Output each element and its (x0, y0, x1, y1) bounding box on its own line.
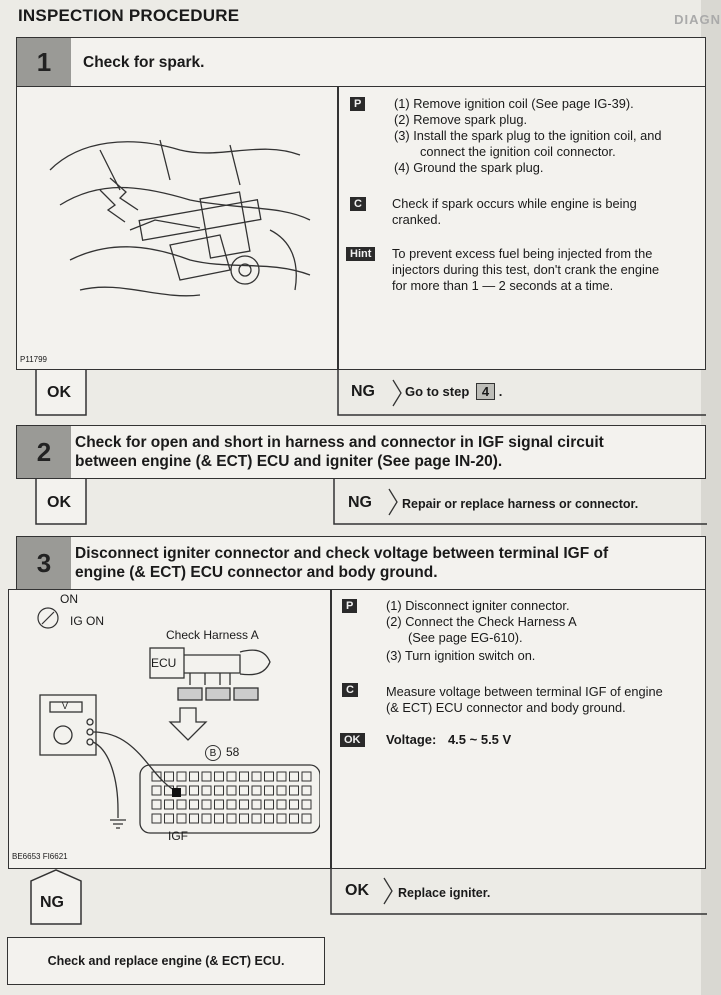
connector-pin (152, 786, 161, 795)
connector-pin (240, 800, 249, 809)
step1-divider (337, 86, 339, 370)
step2-title-2: between engine (& ECT) ECU and igniter (See page IN-20). (75, 453, 503, 470)
voltage-line (386, 732, 511, 747)
step3-title-1: Disconnect igniter connector and check voltage between terminal IGF of (75, 545, 609, 562)
step3-p-item-2: (2) Connect the Check Harness A (386, 614, 577, 629)
connector-pin (202, 800, 211, 809)
connector-pin (265, 786, 274, 795)
step1-p-item-1: (1) Remove ignition coil (See page IG-39). (394, 96, 634, 111)
connector-pin (252, 772, 261, 781)
fig-harness-label: Check Harness A (166, 628, 259, 642)
step1-p-item-4: (4) Ground the spark plug. (394, 160, 544, 175)
fig-v-label: V (62, 701, 69, 711)
step3-c-tag: C (342, 683, 358, 697)
connector-pin (227, 786, 236, 795)
step1-p-tag: P (350, 97, 365, 111)
step3-ok-label: OK (345, 882, 369, 899)
step3-ng-label: NG (40, 894, 64, 911)
step3-ok-box (330, 869, 708, 915)
connector-pin (165, 814, 174, 823)
step3-ok-text: Replace igniter. (398, 886, 491, 900)
connector-pin (177, 772, 186, 781)
connector-pin (177, 800, 186, 809)
voltage-label: Voltage: (386, 732, 437, 747)
connector-pin (190, 772, 199, 781)
connector-pin (302, 786, 311, 795)
step2-ok-label: OK (47, 494, 71, 511)
connector-pin (290, 800, 299, 809)
final-action-text: Check and replace engine (& ECT) ECU. (47, 954, 285, 968)
connector-pin (265, 772, 274, 781)
step1-hint-text-2: injectors during this test, don't crank the engine (392, 262, 660, 277)
step2-ng-label: NG (348, 494, 372, 511)
fig-igf-label: IGF (168, 829, 188, 843)
step3-number: 3 (17, 537, 71, 589)
fig-ecu-label: ECU (151, 656, 177, 670)
connector-pin (265, 814, 274, 823)
connector-pin (215, 814, 224, 823)
step3-p-tag: P (342, 599, 357, 613)
edge-text: DIAGN (674, 12, 721, 27)
connector-pin (227, 772, 236, 781)
fig-b-letter: B (209, 747, 217, 759)
step1-ok-label: OK (47, 384, 71, 401)
step1-ng-step: 4 (476, 383, 495, 400)
connector-pin (302, 800, 311, 809)
step2-ng-text: Repair or replace harness or connector. (402, 497, 639, 511)
step1-ng-label: NG (351, 383, 375, 400)
connector-pin (152, 800, 161, 809)
connector-pin (190, 786, 199, 795)
step1-hint-text-3: for more than 1 — 2 seconds at a time. (392, 278, 614, 293)
step1-header (16, 37, 706, 87)
step3-c-text-1: Measure voltage between terminal IGF of engine (386, 684, 663, 699)
fig-igon-label: IG ON (70, 614, 105, 628)
ignition-key-icon (36, 606, 60, 630)
step1-c-text-2: cranked. (392, 212, 442, 227)
final-action-box (7, 937, 325, 985)
connector-pin (202, 772, 211, 781)
connector-pin (202, 786, 211, 795)
connector-pin (177, 814, 186, 823)
connector-pin (277, 786, 286, 795)
connector-pin (165, 772, 174, 781)
step1-title: Check for spark. (83, 54, 205, 71)
step1-c-text-1: Check if spark occurs while engine is being (392, 196, 637, 211)
connector-pin (240, 786, 249, 795)
connector-pin (252, 800, 261, 809)
step1-number: 1 (17, 38, 71, 86)
step3-figure-code: BE6653 FI6621 (12, 852, 68, 861)
fig-58-label: 58 (226, 745, 240, 759)
step3-ok-tag: OK (340, 733, 365, 747)
step3-divider (330, 589, 332, 869)
connector-pin (190, 814, 199, 823)
fig-b-circle (205, 745, 221, 761)
connector-pin (215, 786, 224, 795)
connector-pin (252, 786, 261, 795)
connector-pin (252, 814, 261, 823)
step1-ng-text: Go to step (405, 384, 470, 399)
step2-header (16, 425, 706, 479)
step3-p-item-1: (1) Disconnect igniter connector. (386, 598, 570, 613)
step3-title-2: engine (& ECT) ECU connector and body ground. (75, 564, 438, 581)
connector-pin (265, 800, 274, 809)
connector-pin (215, 772, 224, 781)
connector-pin (202, 814, 211, 823)
connector-pin (240, 772, 249, 781)
step3-c-text-2: (& ECT) ECU connector and body ground. (386, 700, 626, 715)
step1-ng-box (337, 370, 707, 416)
connector-pin (227, 800, 236, 809)
connector-pin (290, 814, 299, 823)
connector-pin (152, 814, 161, 823)
step1-ng-text-line (405, 383, 502, 400)
connector-pin (165, 800, 174, 809)
connector-pin (290, 786, 299, 795)
step3-p-item-2-cont: (See page EG-610). (408, 630, 523, 645)
connector-pin (190, 800, 199, 809)
page-heading: INSPECTION PROCEDURE (18, 6, 240, 25)
connector-pin (227, 814, 236, 823)
connector-pin (240, 814, 249, 823)
connector-pin (302, 772, 311, 781)
voltage-value: 4.5 ~ 5.5 V (447, 732, 512, 747)
connector-pin (277, 800, 286, 809)
connector-pin (277, 772, 286, 781)
step1-p-item-3-cont: connect the ignition coil connector. (420, 144, 616, 159)
connector-pin (290, 772, 299, 781)
step2-number: 2 (17, 426, 71, 478)
step1-p-item-2: (2) Remove spark plug. (394, 112, 527, 127)
step1-hint-text-1: To prevent excess fuel being injected from the (392, 246, 653, 261)
step2-title-1: Check for open and short in harness and connector in IGF signal circuit (75, 434, 604, 451)
connector-pin (302, 814, 311, 823)
fig-on-label: ON (60, 592, 78, 606)
spark-plug-illustration (40, 110, 330, 320)
step1-c-tag: C (350, 197, 366, 211)
connector-pin (215, 800, 224, 809)
step1-hint-tag: Hint (346, 247, 375, 261)
wiring-diagram (30, 640, 320, 840)
step1-figure-code: P11799 (20, 355, 47, 364)
connector-pin (277, 814, 286, 823)
step1-p-item-3: (3) Install the spark plug to the ignition coil, and (394, 128, 662, 143)
step3-header (16, 536, 706, 590)
step3-p-item-3: (3) Turn ignition switch on. (386, 648, 536, 663)
step1-ng-period: . (498, 384, 503, 399)
